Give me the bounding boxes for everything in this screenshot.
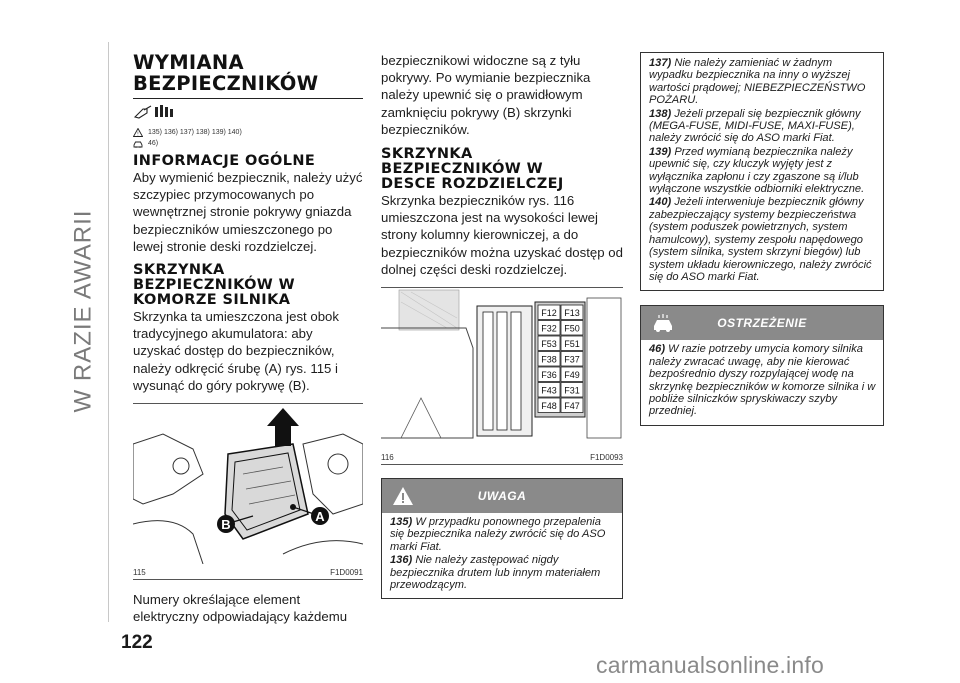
figure-116 xyxy=(381,287,623,465)
column-1 xyxy=(133,52,363,625)
fuse-label: F13 xyxy=(564,308,580,319)
section-engine-text: Skrzynka ta umieszczona jest obok tradycyjnego akumulatora: aby uzyskać dostęp do bezpieczników, należy odkręcić śrubę (A) rys. 115 i wysunąć do góry pokrywę (B). xyxy=(133,309,339,393)
section-engine-title-line-3: KOMORZE SILNIKA xyxy=(133,292,291,309)
section-engine-title-line-1: SKRZYNKA xyxy=(133,262,225,279)
fuse-label: F53 xyxy=(541,339,557,350)
side-divider xyxy=(108,42,109,622)
warning-item xyxy=(390,516,617,553)
fuse-label: F50 xyxy=(564,323,580,334)
intro-continued-text: bezpiecznikowi widoczne są z tyłu pokrywy. Po wymianie bezpiecznika należy upewnić się o prawidłowym zamknięciu pokrywy (B) skrzynki bezpieczników. xyxy=(381,53,591,137)
reference-icons xyxy=(133,104,363,148)
item-text: Przed wymianą bezpiecznika należy upewnić się, czy kluczyk wyjęty jest z wyłącznika zapłonu i czy zgaszone są i/lub wyłączone wszystkie odbiorniki elektryczne. xyxy=(649,145,865,196)
item-number: 46) xyxy=(649,343,666,356)
item-text: W razie potrzeby umycia komory silnika należy zwracać uwagę, aby nie kierować bezpośrednio dyszy rozpylającej wodę na skrzynkę bezpieczników w komorze silnika i w pobliże silniczków spryskiwaczy szyby przedniej. xyxy=(649,343,876,418)
danger-ref-row xyxy=(133,128,363,137)
item-text: Jeżeli interweniuje bezpiecznik główny zabezpieczający systemy bezpieczeństwa (system poduszek powietrznych, system hamulcowy), systemy zespołu napędowego (system silnika, system skrzyni biegów) lub system układu kierowniczego, należy zwrócić się do ASO marki Fiat. xyxy=(649,196,872,283)
fuse-label: F47 xyxy=(564,401,580,412)
page-title xyxy=(133,52,363,94)
section-engine-title-line-2: BEZPIECZNIKÓW W xyxy=(133,277,296,294)
section-general-title xyxy=(133,154,363,169)
title-divider xyxy=(133,98,363,99)
page-title-line-1: WYMIANA xyxy=(133,51,244,74)
column-2 xyxy=(381,52,623,599)
fuse-label: F32 xyxy=(541,323,557,334)
section-general-text: Aby wymienić bezpiecznik, należy użyć szczypiec przymocowanych po wewnętrznej stronie pokrywy gniazda bezpieczników umieszczonego po lewej stronie deski rozdzielczej. xyxy=(133,170,363,254)
danger-item xyxy=(649,57,878,107)
item-text: Nie należy zastępować nigdy bezpiecznika drutem lub innym materiałem przewodzącym. xyxy=(390,554,601,592)
page-title-line-2: BEZPIECZNIKÓW xyxy=(133,72,319,95)
item-number: 137) xyxy=(649,57,672,69)
figure-code: F1D0093 xyxy=(590,453,623,463)
chapter-side-tab xyxy=(60,0,106,622)
caution-ref-row xyxy=(133,139,363,148)
item-text: W przypadku ponownego przepalenia się bezpiecznika należy zwrócić się do ASO marki Fiat. xyxy=(390,516,606,553)
section-dashboard-title-line-3: DESCE ROZDZIELCZEJ xyxy=(381,176,564,193)
warning-title: UWAGA xyxy=(477,489,527,504)
engine-fuse-box-illustration xyxy=(133,404,363,564)
warning-body xyxy=(382,513,622,598)
warning-item xyxy=(390,554,617,591)
item-number: 138) xyxy=(649,107,672,120)
figure-116-caption xyxy=(381,453,623,462)
danger-refs: 135) 136) 137) 138) 139) 140) xyxy=(148,129,242,136)
fuse-label: F48 xyxy=(541,401,557,412)
fuse-label: F51 xyxy=(564,339,580,350)
caution-body xyxy=(641,340,883,424)
section-dashboard-title xyxy=(381,147,623,192)
caution-item xyxy=(649,343,878,417)
section-dashboard-title-line-2: BEZPIECZNIKÓW W xyxy=(381,161,544,178)
chapter-title: W RAZIE AWARII xyxy=(69,209,96,413)
callout-b: B xyxy=(221,517,231,533)
item-number: 135) xyxy=(390,516,413,529)
warning-box xyxy=(381,478,623,599)
svg-text:!: ! xyxy=(137,131,139,137)
warning-header xyxy=(382,479,622,513)
danger-item xyxy=(649,146,878,196)
item-number: 139) xyxy=(649,145,672,158)
fuse-label: F12 xyxy=(541,308,557,319)
fuse-label: F37 xyxy=(564,354,580,365)
figure-number: 116 xyxy=(381,453,394,463)
fuse-label: F31 xyxy=(564,385,580,396)
car-water-icon xyxy=(133,139,143,148)
fuse-label: F36 xyxy=(541,370,557,381)
danger-triangle-icon xyxy=(133,128,143,137)
caution-box xyxy=(640,305,884,425)
figure-115 xyxy=(133,403,363,580)
item-number: 136) xyxy=(390,554,413,567)
dashboard-fuse-box-illustration xyxy=(381,288,623,448)
caution-header xyxy=(641,306,883,340)
caution-title: OSTRZEŻENIE xyxy=(717,316,807,331)
figure-115-caption xyxy=(133,568,363,577)
section-engine-title xyxy=(133,263,363,308)
item-number: 140) xyxy=(649,196,672,209)
danger-item xyxy=(649,196,878,283)
continued-text: Numery określające element elektryczny odpowiadający każdemu xyxy=(133,592,348,625)
column-3 xyxy=(640,52,884,426)
caution-refs: 46) xyxy=(148,140,159,147)
fuse-label: F43 xyxy=(541,385,557,396)
item-text: Jeżeli przepali się bezpiecznik główny (MEGA-FUSE, MIDI-FUSE, MAXI-FUSE), należy zwrócić się do ASO marki Fiat. xyxy=(649,107,861,145)
figure-code: F1D0091 xyxy=(330,568,363,578)
fuse-pliers-icon xyxy=(133,104,179,120)
danger-item xyxy=(649,108,878,145)
item-text: Nie należy zamieniać w żadnym wypadku bezpiecznika na inny o wyższej wartości prądowej; NIEBEZPIECZEŃSTWO POŻARU. xyxy=(649,57,866,107)
section-dashboard-title-line-1: SKRZYNKA xyxy=(381,146,473,163)
section-general-title-line: INFORMACJE OGÓLNE xyxy=(133,153,316,169)
callout-a: A xyxy=(315,509,325,525)
section-dashboard-text: Skrzynka bezpieczników rys. 116 umieszczona jest na wysokości lewej strony kolumny kierowniczej, a do bezpieczników można uzyskać dostęp od dolnej części deski rozdzielczej. xyxy=(381,193,623,277)
watermark: carmanualsonline.info xyxy=(596,652,824,678)
danger-continued-box xyxy=(640,52,884,291)
fuse-label: F38 xyxy=(541,354,557,365)
figure-number: 115 xyxy=(133,568,146,578)
fuse-label: F49 xyxy=(564,370,580,381)
page-number: 122 xyxy=(121,632,153,653)
